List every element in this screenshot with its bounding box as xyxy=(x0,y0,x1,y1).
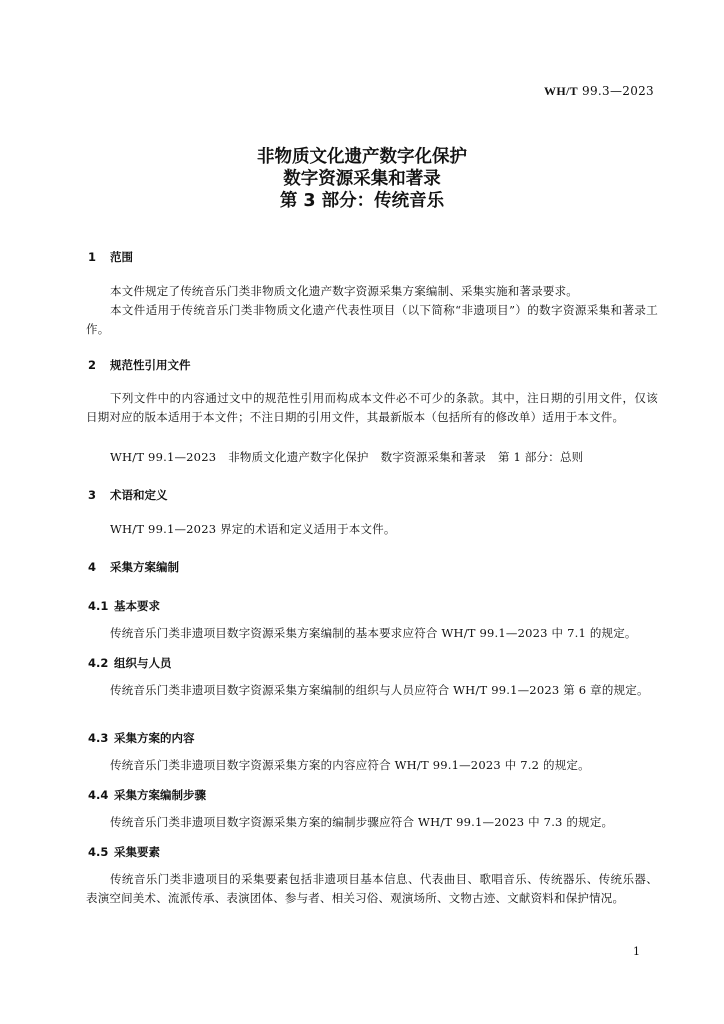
reference-code: WH/T 99.1—2023 xyxy=(110,450,217,464)
section-1-paragraph-2: 本文件适用于传统音乐门类非物质文化遗产代表性项目（以下简称“非遗项目”）的数字资源采集和著录工作。 xyxy=(86,303,658,336)
section-4-4-paragraph: 传统音乐门类非遗项目数字资源采集方案的编制步骤应符合 WH/T 99.1—2023 中 7.3 的规定。 xyxy=(110,815,614,829)
section-2-paragraph-1: 下列文件中的内容通过文中的规范性引用而构成本文件必不可少的条款。其中，注日期的引用文件，仅该日期对应的版本适用于本文件；不注日期的引用文件，其最新版本（包括所有的修改单）适用于本文件。 xyxy=(86,391,658,424)
section-number: 2 xyxy=(88,358,97,372)
section-4-5-heading xyxy=(88,844,160,860)
section-4-1-heading xyxy=(88,598,160,614)
section-2-heading xyxy=(88,357,191,373)
section-1-paragraph-1: 本文件规定了传统音乐门类非物质文化遗产数字资源采集方案编制、采集实施和著录要求。 xyxy=(110,284,578,298)
section-number: 4.4 xyxy=(88,788,109,802)
section-title: 采集方案编制 xyxy=(110,560,179,574)
reference-title-part-2: 数字资源采集和著录 xyxy=(380,450,486,464)
section-number: 3 xyxy=(88,488,97,502)
title-line-3: 第 3 部分：传统音乐 xyxy=(279,191,445,211)
section-number: 4.1 xyxy=(88,599,109,613)
section-title: 规范性引用文件 xyxy=(110,358,191,372)
reference-title-part-1: 非物质文化遗产数字化保护 xyxy=(228,450,369,464)
section-number: 4.5 xyxy=(88,845,109,859)
section-4-2-paragraph: 传统音乐门类非遗项目数字资源采集方案编制的组织与人员应符合 WH/T 99.1—2023 第 6 章的规定。 xyxy=(110,683,649,697)
section-1-heading xyxy=(88,249,133,265)
section-3-heading xyxy=(88,487,168,503)
section-4-1-paragraph: 传统音乐门类非遗项目数字资源采集方案编制的基本要求应符合 WH/T 99.1—2023 中 7.1 的规定。 xyxy=(110,626,637,640)
title-line-2: 数字资源采集和著录 xyxy=(283,169,441,189)
section-title: 采集方案编制步骤 xyxy=(114,788,206,802)
normative-reference xyxy=(110,449,595,465)
section-4-4-heading xyxy=(88,787,206,803)
reference-title-part-3: 第 1 部分：总则 xyxy=(497,450,584,464)
section-title: 采集方案的内容 xyxy=(114,731,195,745)
section-4-5-paragraph: 传统音乐门类非遗项目的采集要素包括非遗项目基本信息、代表曲目、歌唱音乐、传统器乐、传统乐器、表演空间美术、流派传承、表演团体、参与者、相关习俗、观演场所、文物古迹、文献资料和保护情况。 xyxy=(86,872,658,905)
section-number: 4 xyxy=(88,560,97,574)
section-title: 基本要求 xyxy=(114,599,160,613)
section-4-2-heading xyxy=(88,655,172,671)
section-4-3-heading xyxy=(88,730,195,746)
section-number: 1 xyxy=(88,250,97,264)
section-number: 4.2 xyxy=(88,656,109,670)
section-4-heading xyxy=(88,559,179,575)
document-code xyxy=(544,84,654,99)
section-title: 术语和定义 xyxy=(110,488,168,502)
section-4-3-paragraph: 传统音乐门类非遗项目数字资源采集方案的内容应符合 WH/T 99.1—2023 中 7.2 的规定。 xyxy=(110,758,590,772)
section-3-paragraph-1: WH/T 99.1—2023 界定的术语和定义适用于本文件。 xyxy=(110,522,396,536)
title-line-1: 非物质文化遗产数字化保护 xyxy=(257,147,467,167)
section-title: 组织与人员 xyxy=(114,656,172,670)
document-code-number: 99.3—2023 xyxy=(577,84,654,98)
section-title: 采集要素 xyxy=(114,845,160,859)
section-title: 范围 xyxy=(110,250,133,264)
page-number: 1 xyxy=(633,945,640,958)
section-number: 4.3 xyxy=(88,731,109,745)
document-title xyxy=(0,146,724,212)
document-code-prefix: WH/T xyxy=(544,84,578,98)
